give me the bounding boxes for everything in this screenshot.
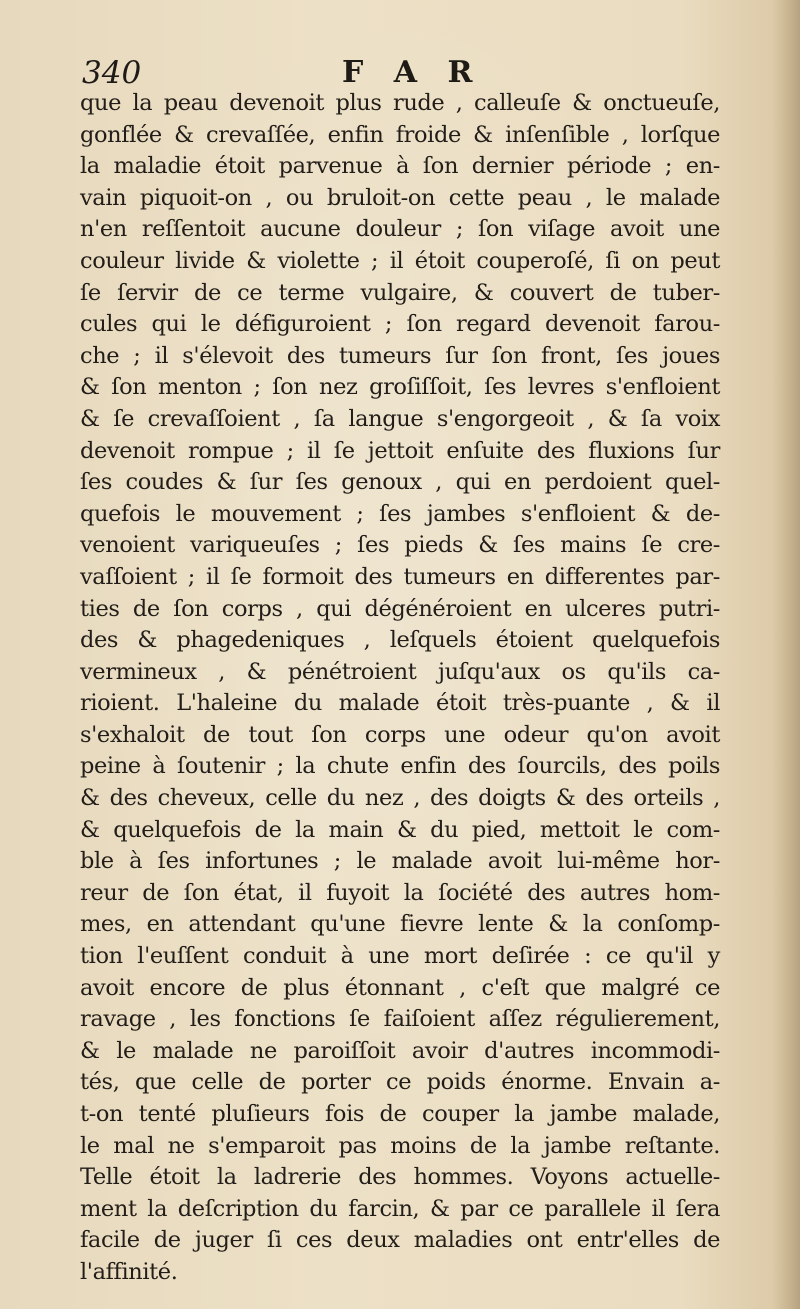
text-line: ties de ſon corps , qui dégénéroient en ulceres putri- bbox=[80, 595, 720, 622]
text-line: rioient. L'haleine du malade étoit très-puante , & il bbox=[80, 690, 720, 717]
text-line: tion l'euſſent conduit à une mort deſirée : ce qu'il y bbox=[80, 943, 720, 970]
text-line: devenoit rompue ; il ſe jettoit enſuite des fluxions ſur bbox=[80, 437, 720, 464]
text-line: ment la deſcription du farcin, & par ce parallele il ſera bbox=[80, 1195, 720, 1222]
text-line: vermineux , & pénétroient juſqu'aux os qu'ils ca- bbox=[80, 658, 720, 685]
text-line: & ſe crevaſſoient , ſa langue s'engorgeoit , & ſa voix bbox=[80, 405, 720, 432]
text-line: des & phagedeniques , leſquels étoient quelquefois bbox=[80, 627, 720, 654]
text-line: peine à ſoutenir ; la chute enfin des ſourcils, des poils bbox=[80, 753, 720, 780]
text-line: ravage , les fonctions ſe faiſoient aſſez régulierement, bbox=[80, 1006, 720, 1033]
running-head: F A R bbox=[342, 55, 483, 90]
text-line: n'en reſſentoit aucune douleur ; ſon viſage avoit une bbox=[80, 216, 720, 243]
text-line: tés, que celle de porter ce poids énorme. Envain a- bbox=[80, 1069, 720, 1096]
text-line: t-on tenté pluſieurs fois de couper la jambe malade, bbox=[80, 1101, 720, 1127]
text-line: couleur livide & violette ; il étoit couperoſé, ſi on peut bbox=[80, 247, 720, 274]
text-line: & quelquefois de la main & du pied, mettoit le com- bbox=[80, 816, 720, 843]
text-line: & des cheveux, celle du nez , des doigts & des orteils , bbox=[80, 785, 720, 812]
text-line: venoient variqueuſes ; ſes pieds & ſes mains ſe cre- bbox=[80, 532, 720, 559]
text-line: che ; il s'élevoit des tumeurs ſur ſon front, ſes joues bbox=[80, 342, 720, 369]
text-line: gonflée & crevaſſée, enfin froide & inſenſible , lorſque bbox=[80, 121, 720, 148]
text-line: ble à ſes infortunes ; le malade avoit lui-même hor- bbox=[80, 848, 720, 875]
text-line: facile de juger ſi ces deux maladies ont entr'elles de bbox=[80, 1227, 720, 1254]
text-line: avoit encore de plus étonnant , c'eſt que malgré ce bbox=[80, 974, 720, 1001]
text-line: cules qui le défiguroient ; ſon regard devenoit farou- bbox=[80, 311, 720, 338]
text-line: ſe ſervir de ce terme vulgaire, & couvert de tuber- bbox=[80, 279, 720, 306]
body-text bbox=[80, 88, 720, 1289]
text-line: & le malade ne paroiſſoit avoir d'autres incommodi- bbox=[80, 1037, 720, 1064]
text-line: la maladie étoit parvenue à ſon dernier période ; en- bbox=[80, 153, 720, 180]
text-line: mes, en attendant qu'une fievre lente & la conſomp- bbox=[80, 911, 720, 938]
text-line: s'exhaloit de tout ſon corps une odeur qu'on avoit bbox=[80, 721, 720, 748]
text-line: reur de ſon état, il fuyoit la ſociété des autres hom- bbox=[80, 879, 720, 906]
text-line: l'affinité. bbox=[80, 1258, 178, 1285]
page-gutter-shadow bbox=[772, 0, 800, 1309]
text-line: ſes coudes & ſur ſes genoux , qui en perdoient quel- bbox=[80, 469, 720, 496]
text-line: vain piquoit-on , ou bruloit-on cette peau , le malade bbox=[80, 184, 720, 211]
text-line: le mal ne s'emparoit pas moins de la jambe reſtante. bbox=[80, 1132, 720, 1159]
text-line: Telle étoit la ladrerie des hommes. Voyons actuelle- bbox=[80, 1164, 720, 1191]
page-number: 340 bbox=[82, 55, 142, 91]
text-line: vaſſoient ; il ſe formoit des tumeurs en differentes par- bbox=[80, 563, 720, 590]
text-line: & ſon menton ; ſon nez groſiſſoit, ſes levres s'enfloient bbox=[80, 374, 720, 401]
text-line: que la peau devenoit plus rude , calleuſe & onctueuſe, bbox=[80, 90, 720, 116]
text-line: quefois le mouvement ; ſes jambes s'enfloient & de- bbox=[80, 500, 720, 527]
